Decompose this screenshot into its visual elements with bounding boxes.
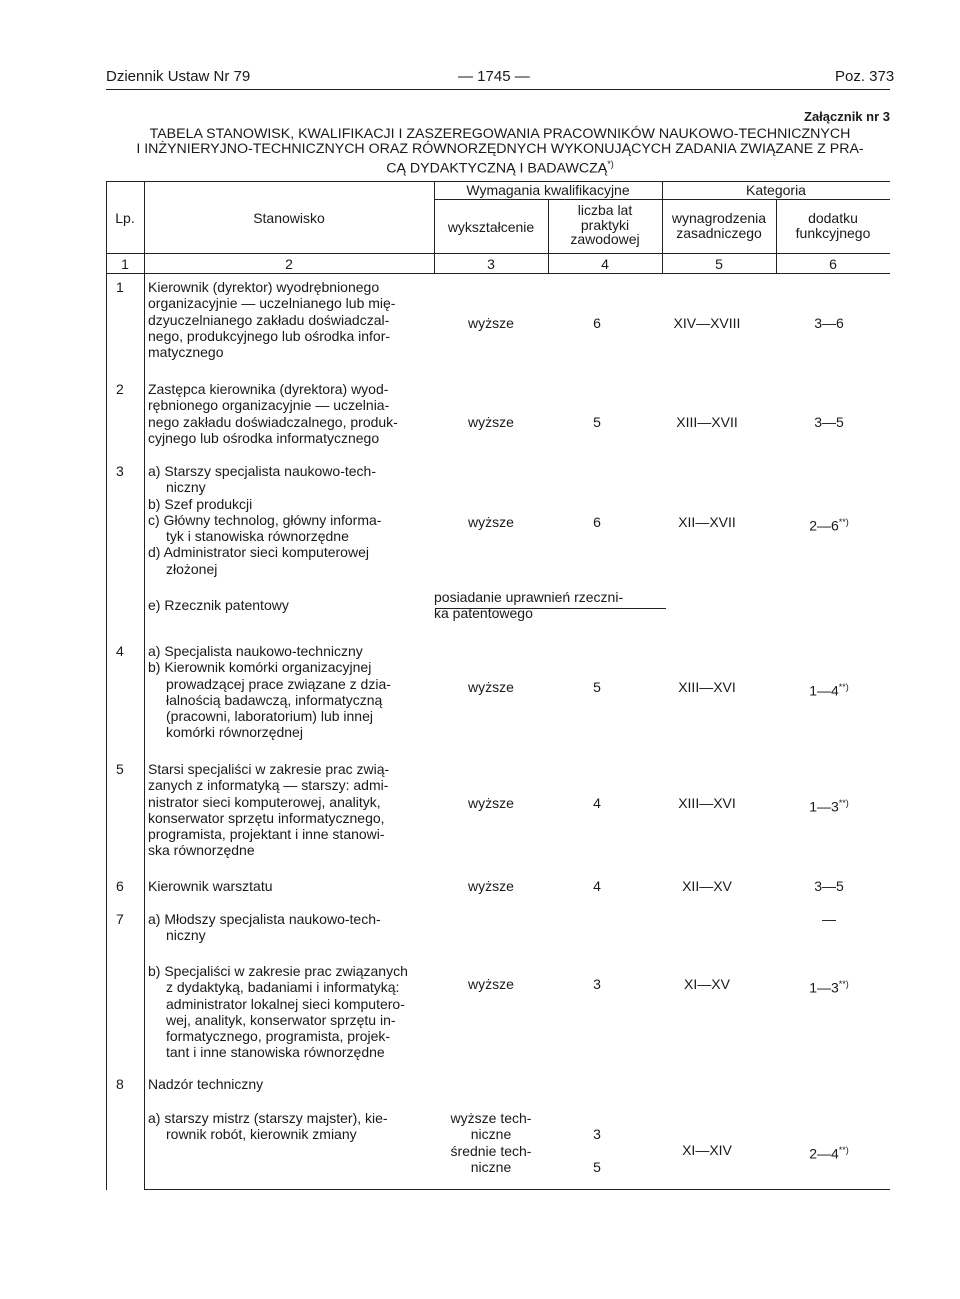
description-line: Zastępca kierownika (dyrektora) wyod- <box>148 381 389 397</box>
row-number: 6 <box>116 878 124 894</box>
description-line: nego, produkcyjnego lub ośrodka infor- <box>148 327 391 344</box>
salary-category-value: XIV—XVIII <box>673 315 741 331</box>
patent-attorney-requirement <box>434 589 674 622</box>
description-line: tyk i stanowiska równorzędne <box>166 528 349 545</box>
table-bottom-border <box>144 1189 890 1190</box>
education-value: wyższe <box>468 976 514 992</box>
salary-category-value: XII—XV <box>682 878 732 894</box>
row-number: 1 <box>116 279 124 295</box>
position-description <box>148 463 438 577</box>
footnote-mark: **) <box>838 517 849 527</box>
description-line: nego zakładu doświadczalnego, produk- <box>148 413 398 430</box>
description-line: niczny <box>166 479 206 496</box>
education-value: wyższe <box>468 795 514 811</box>
allowance-category-value: 3—5 <box>814 878 844 894</box>
description-line: organizacyjnie — uczelnianego lub mię- <box>148 295 396 312</box>
header-praktyka-line-1: liczba lat <box>577 202 633 218</box>
description-line: a) Specjalista naukowo-techniczny <box>148 643 363 659</box>
header-praktyka-line-3: zawodowej <box>570 231 640 247</box>
description-line: łalnością badawczą, informatyczną <box>166 691 383 708</box>
column-number-1: 1 <box>121 256 129 272</box>
header-dodatek-line-1: dodatku <box>808 210 858 226</box>
description-line: matycznego <box>148 344 224 361</box>
description-line: z dydaktyką, badaniami i informatyką: <box>166 979 400 996</box>
allowance-category-value: 3—6 <box>814 315 844 331</box>
column-number-6: 6 <box>829 256 837 272</box>
header-dodatek <box>776 211 890 240</box>
description-line: b) Kierownik komórki organizacyjnej <box>148 659 372 676</box>
allowance-category-value: 1—3**) <box>809 798 849 815</box>
position-description-a <box>148 911 438 944</box>
salary-category-value: XII—XVII <box>678 514 736 530</box>
description-line: (pracowni, laboratorium) lub innej <box>166 708 373 725</box>
description-line: rębnionego organizacyjnie — uczelnia- <box>148 397 390 414</box>
column-divider-lp <box>144 181 145 1190</box>
education-value: wyższe <box>468 414 514 430</box>
salary-category-value: XI—XIV <box>682 1142 732 1158</box>
position-description-b <box>148 963 438 1061</box>
description-line: administrator lokalnej sieci komputero- <box>166 995 405 1012</box>
experience-value: 6 <box>593 315 601 331</box>
column-number-4: 4 <box>601 256 609 272</box>
description-line: a) Młodszy specjalista naukowo-tech- <box>148 911 381 927</box>
allowance-category-value: 1—3**) <box>809 979 849 996</box>
description-line: zanych z informatyką — starszy: admi- <box>148 777 389 794</box>
patent-attorney-description: e) Rzecznik patentowy <box>148 597 289 613</box>
position-description <box>148 761 438 859</box>
allowance-category-value: 2—4**) <box>809 1145 849 1162</box>
footnote-mark: **) <box>838 1145 849 1155</box>
row-number: 3 <box>116 463 124 479</box>
title-footnote-mark: *) <box>607 159 614 169</box>
journal-title: Dziennik Ustaw Nr 79 <box>106 68 251 85</box>
education-value: wyższe <box>468 514 514 530</box>
description-line: formatycznego, programista, projek- <box>166 1028 391 1045</box>
description-line: cyjnego lub ośrodka informatycznego <box>148 429 380 446</box>
experience-value: 4 <box>593 795 601 811</box>
footnote-mark: **) <box>838 979 849 989</box>
allowance-dash: — <box>822 911 836 927</box>
row-number: 4 <box>116 643 124 659</box>
description-line: tant i inne stanowiska równorzędne <box>166 1044 385 1061</box>
position-number: Poz. 373 <box>835 68 895 85</box>
salary-category-value: XIII—XVII <box>676 414 738 430</box>
footnote-mark: **) <box>838 798 849 808</box>
description-line: konserwator sprzętu informatycznego, <box>148 809 385 826</box>
description-line: b) Specjaliści w zakresie prac związanych <box>148 963 408 979</box>
experience-value: 5 <box>593 1159 601 1175</box>
description-line: Kierownik warsztatu <box>148 878 273 894</box>
page-number: — 1745 — <box>458 68 530 85</box>
allowance-category-value: 2—6**) <box>809 517 849 534</box>
description-line: komórki równorzędnej <box>166 724 303 741</box>
annex-label: Załącznik nr 3 <box>804 109 890 124</box>
row-number: 5 <box>116 761 124 777</box>
header-wymagania: Wymagania kwalifikacyjne <box>466 182 630 198</box>
education-line: wyższe tech- <box>450 1110 532 1126</box>
header-wynagrodzenie <box>662 211 776 240</box>
description-line: złożonej <box>166 560 218 577</box>
position-description <box>148 878 438 894</box>
description-line: dzyuczelnianego zakładu doświadczal- <box>148 311 390 328</box>
header-stanowisko: Stanowisko <box>253 210 325 226</box>
header-rule <box>106 89 890 90</box>
education-value: wyższe <box>468 679 514 695</box>
document-title <box>110 127 890 177</box>
description-line: b) Szef produkcji <box>148 495 253 512</box>
position-description-a <box>148 1110 438 1143</box>
experience-value: 4 <box>593 878 601 894</box>
column-number-5: 5 <box>715 256 723 272</box>
footnote-mark: **) <box>838 682 849 692</box>
column-number-2: 2 <box>285 256 293 272</box>
description-line: wej, analityk, konserwator sprzętu in- <box>166 1011 396 1028</box>
description-line: c) Główny technolog, główny informa- <box>148 511 382 528</box>
description-line: niczny <box>166 927 206 944</box>
experience-value: 3 <box>593 976 601 992</box>
header-praktyka <box>548 203 662 247</box>
education-value <box>434 1110 548 1175</box>
allowance-category-value: 3—5 <box>814 414 844 430</box>
experience-value: 5 <box>593 414 601 430</box>
header-bottom-rule <box>106 253 890 254</box>
requirement-line: posiadanie uprawnień rzeczni- <box>434 589 624 605</box>
positions-table <box>106 181 890 1190</box>
description-line: a) Starszy specjalista naukowo-tech- <box>148 463 376 479</box>
salary-category-value: XIII—XVI <box>678 679 736 695</box>
experience-value: 3 <box>593 1126 601 1142</box>
column-numbers-rule <box>106 273 890 274</box>
position-description <box>148 643 438 741</box>
description-line: d) Administrator sieci komputerowej <box>148 544 369 561</box>
header-wyksztalcenie: wykształcenie <box>447 219 535 235</box>
header-lp: Lp. <box>115 210 135 226</box>
position-description <box>148 279 438 360</box>
description-line: ska równorzędne <box>148 842 255 859</box>
header-dodatek-line-2: funkcyjnego <box>795 224 871 241</box>
header-praktyka-line-2: praktyki <box>580 216 630 233</box>
salary-category-value: XI—XV <box>684 976 730 992</box>
salary-category-value: XIII—XVI <box>678 795 736 811</box>
row-number: 7 <box>116 911 124 927</box>
description-line: a) starszy mistrz (starszy majster), kie- <box>148 1110 388 1126</box>
title-line-1: TABELA STANOWISK, KWALIFIKACJI I ZASZEREGOWANIA PRACOWNIKÓW NAUKOWO-TECHNICZNYCH <box>149 126 851 142</box>
education-value: wyższe <box>468 878 514 894</box>
supervision-title: Nadzór techniczny <box>148 1076 264 1092</box>
requirement-line: ka patentowego <box>434 605 533 622</box>
row-number: 2 <box>116 381 124 397</box>
row-number: 8 <box>116 1076 124 1092</box>
experience-value: 5 <box>593 679 601 695</box>
allowance-category-value: 1—4**) <box>809 682 849 699</box>
title-line-3: CĄ DYDAKTYCZNĄ I BADAWCZĄ*) <box>386 159 614 177</box>
title-line-2: I INŻYNIERYJNO-TECHNICZNYCH ORAZ RÓWNORZĘDNYCH WYKONUJĄCYCH ZADANIA ZWIĄZANE Z PRA- <box>136 141 864 157</box>
description-line: nistrator sieci komputerowej, analityk, <box>148 793 381 810</box>
education-line: średnie tech- <box>450 1142 532 1159</box>
column-number-3: 3 <box>487 256 495 272</box>
education-line: niczne <box>470 1158 512 1175</box>
header-kategoria: Kategoria <box>746 182 806 198</box>
education-line: niczne <box>470 1126 512 1143</box>
description-line: rownik robót, kierownik zmiany <box>166 1126 357 1143</box>
header-wynagrodzenie-line-1: wynagrodzenia <box>671 210 767 226</box>
description-line: Kierownik (dyrektor) wyodrębnionego <box>148 279 380 295</box>
description-line: prowadzącej prace związane z dzia- <box>166 675 391 692</box>
header-wynagrodzenie-line-2: zasadniczego <box>676 224 762 241</box>
description-line: programista, projektant i inne stanowi- <box>148 826 385 843</box>
position-description <box>148 381 438 446</box>
table-left-border <box>106 181 107 1190</box>
education-value: wyższe <box>468 315 514 331</box>
experience-value: 6 <box>593 514 601 530</box>
description-line: Starsi specjaliści w zakresie prac zwią- <box>148 761 390 777</box>
